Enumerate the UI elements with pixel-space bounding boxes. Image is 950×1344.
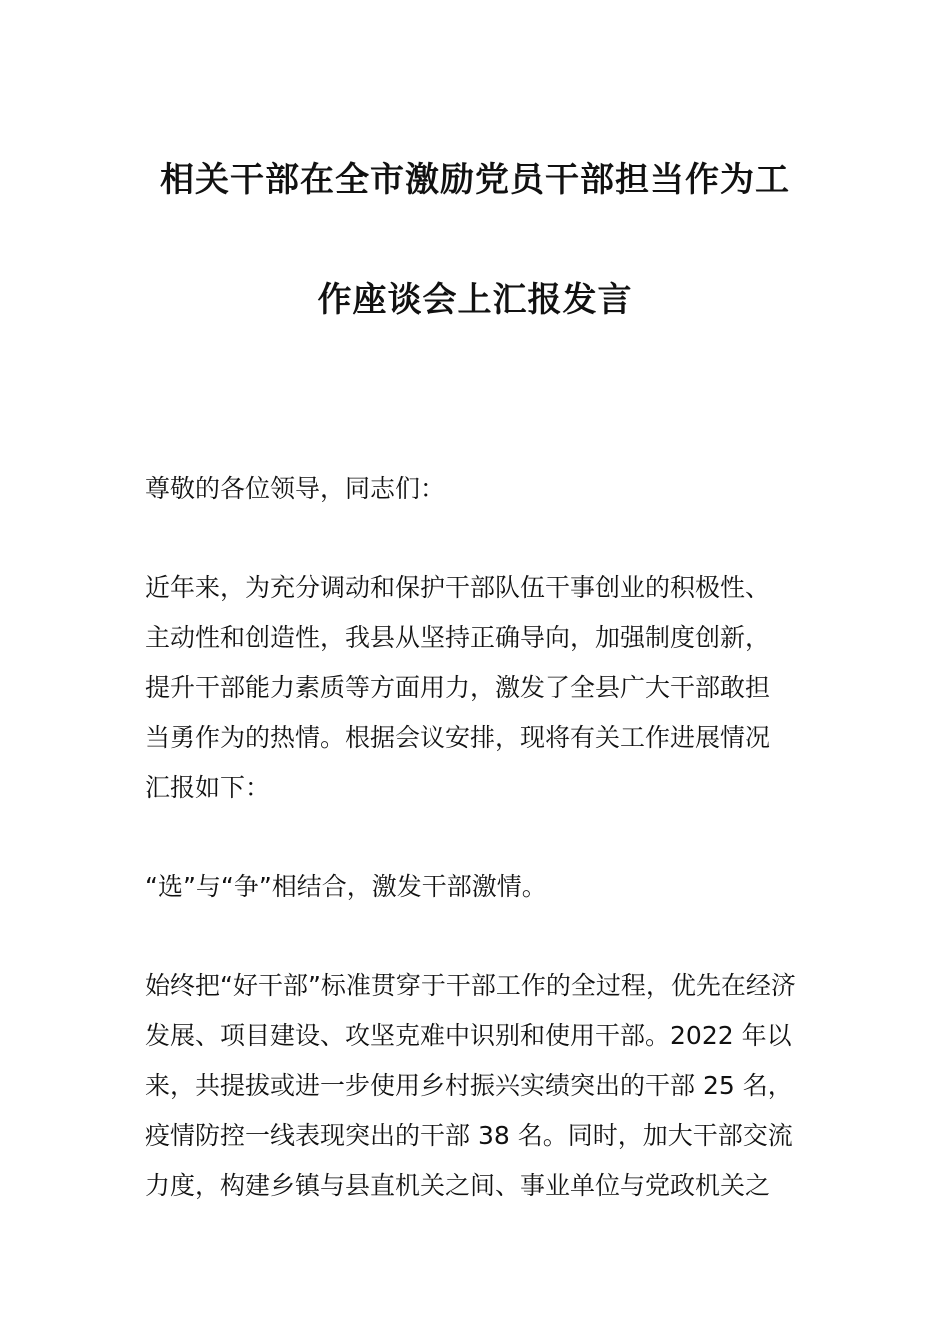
paragraph-line: 汇报如下： bbox=[145, 773, 271, 802]
paragraph-intro bbox=[145, 563, 810, 813]
salutation: 尊敬的各位领导，同志们： bbox=[145, 474, 446, 503]
document-title-line-1: 相关干部在全市激励党员干部担当作为工 bbox=[160, 160, 790, 200]
paragraph-line: 主动性和创造性，我县从坚持正确导向，加强制度创新， bbox=[145, 623, 771, 652]
paragraph-line: 发展、项目建设、攻坚克难中识别和使用干部。2022 年以 bbox=[145, 1021, 792, 1050]
paragraph-line: 疫情防控一线表现突出的干部 38 名。同时，加大干部交流 bbox=[145, 1121, 793, 1150]
paragraph-line: 当勇作为的热情。根据会议安排，现将有关工作进展情况 bbox=[145, 723, 771, 752]
paragraph-line: 来，共提拔或进一步使用乡村振兴实绩突出的干部 25 名， bbox=[145, 1071, 793, 1100]
document-title-line-2: 作座谈会上汇报发言 bbox=[317, 280, 633, 320]
section-heading: “选”与“争”相结合，激发干部激情。 bbox=[145, 872, 547, 901]
paragraph-line: 始终把“好干部”标准贯穿于干部工作的全过程，优先在经济 bbox=[145, 971, 796, 1000]
paragraph-line: 近年来，为充分调动和保护干部队伍干事创业的积极性、 bbox=[145, 573, 771, 602]
paragraph-section-1 bbox=[145, 961, 810, 1211]
paragraph-line: 力度，构建乡镇与县直机关之间、事业单位与党政机关之 bbox=[145, 1171, 771, 1200]
paragraph-line: 提升干部能力素质等方面用力，激发了全县广大干部敢担 bbox=[145, 673, 771, 702]
